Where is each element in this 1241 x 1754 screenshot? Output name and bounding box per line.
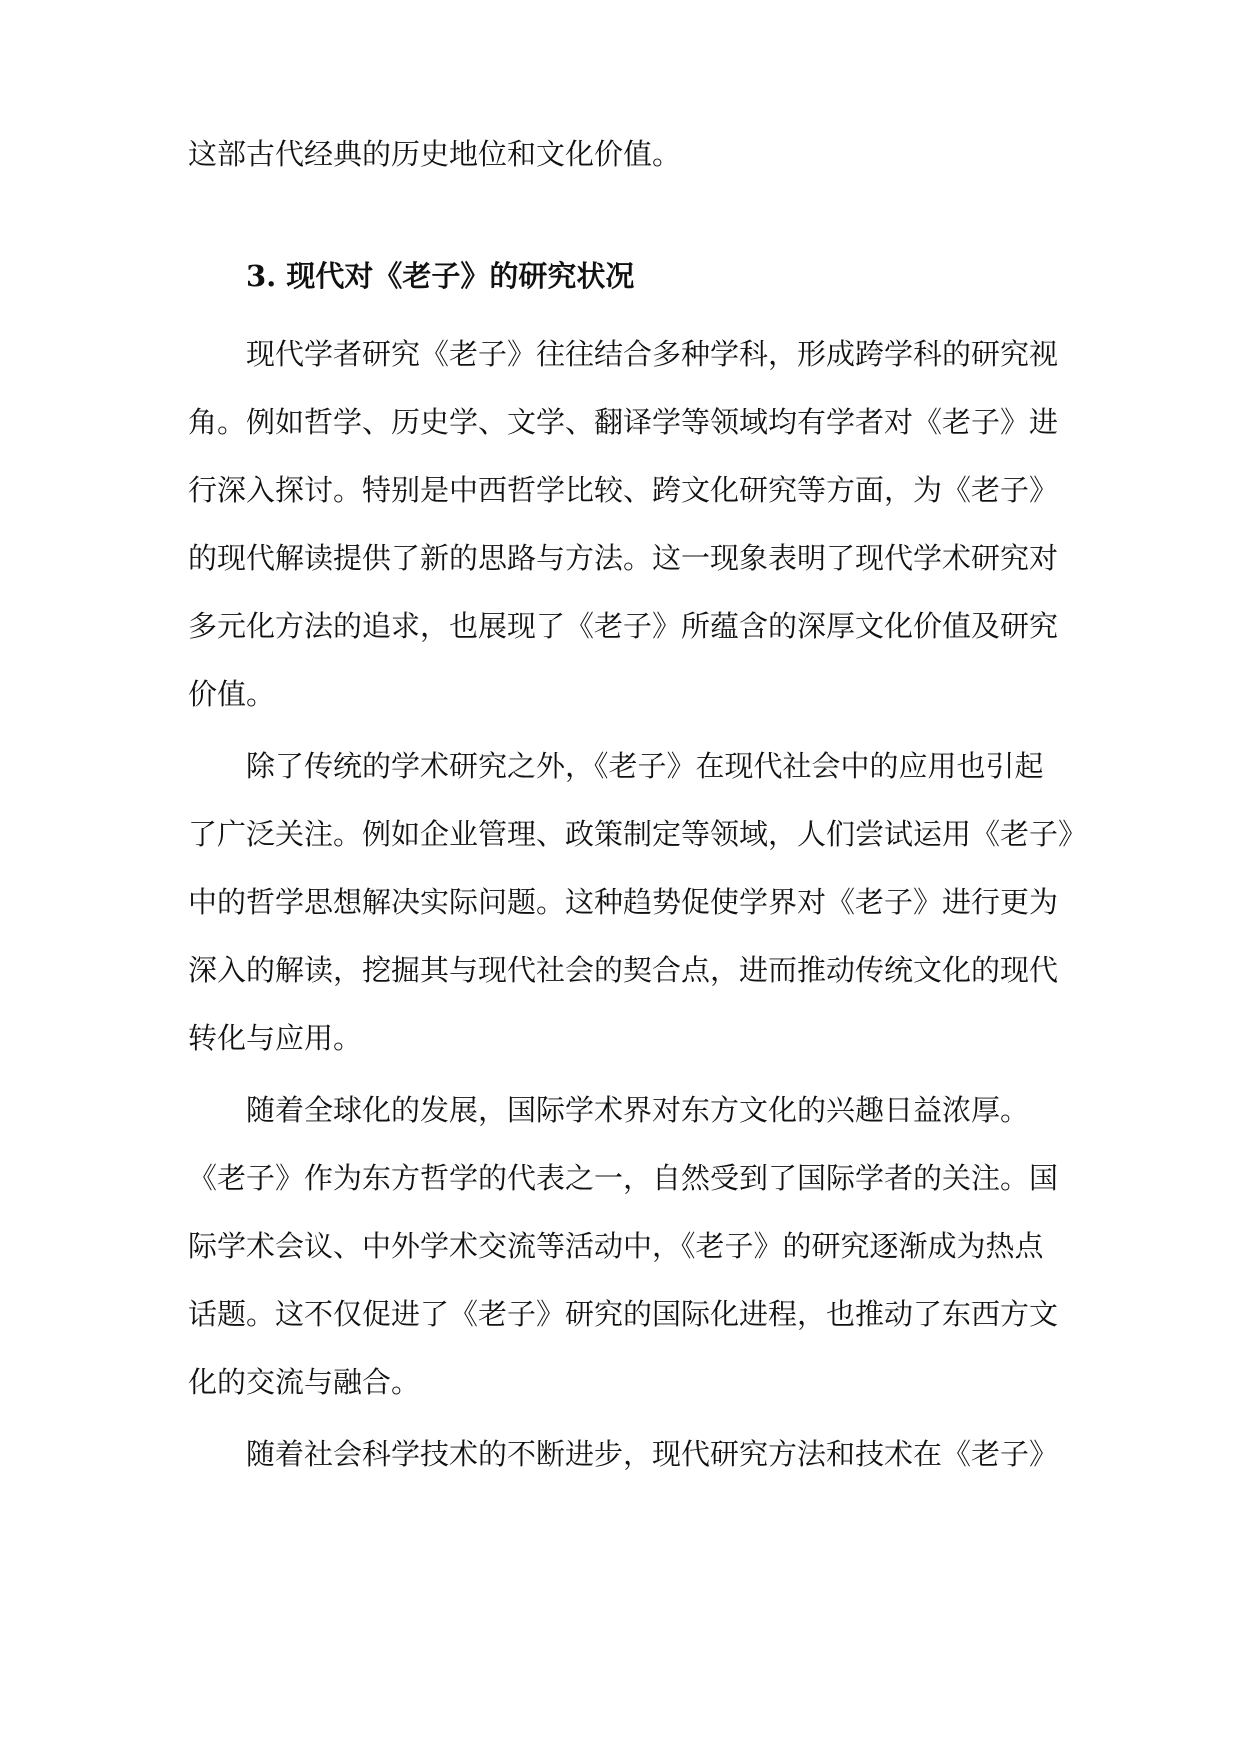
text-line [0, 124, 1241, 184]
text-line [0, 736, 1241, 796]
line-text: 随着全球化的发展，国际学术界对东方文化的兴趣日益浓厚。 [246, 1093, 1030, 1127]
text-line [0, 664, 1241, 724]
line-text: 化的交流与融合。 [188, 1365, 421, 1399]
section-heading [0, 246, 1241, 306]
text-line [0, 804, 1241, 864]
text-line [0, 1352, 1241, 1412]
line-text: 行深入探讨。特别是中西哲学比较、跨文化研究等方面，为《老子》 [188, 473, 1059, 507]
line-text: 价值。 [188, 677, 276, 711]
text-line [0, 1008, 1241, 1068]
text-line [0, 324, 1241, 384]
text-line [0, 1216, 1241, 1276]
text-line [0, 596, 1241, 656]
text-line [0, 1284, 1241, 1344]
line-text: 际学术会议、中外学术交流等活动中，《老子》的研究逐渐成为热点 [188, 1229, 1044, 1263]
line-text: 角。例如哲学、历史学、文学、翻译学等领域均有学者对《老子》进 [188, 405, 1059, 439]
line-text: 的现代解读提供了新的思路与方法。这一现象表明了现代学术研究对 [188, 541, 1059, 575]
text-line [0, 460, 1241, 520]
line-text: 深入的解读，挖掘其与现代社会的契合点，进而推动传统文化的现代 [188, 953, 1059, 987]
text-line [0, 872, 1241, 932]
text-line [0, 940, 1241, 1000]
line-text: 随着社会科学技术的不断进步，现代研究方法和技术在《老子》 [246, 1437, 1059, 1471]
line-text: 这部古代经典的历史地位和文化价值。 [188, 137, 682, 171]
text-line [0, 528, 1241, 588]
line-text: 《老子》作为东方哲学的代表之一，自然受到了国际学者的关注。国 [188, 1161, 1059, 1195]
line-text: 现代学者研究《老子》往往结合多种学科，形成跨学科的研究视 [246, 337, 1059, 371]
text-line [0, 1148, 1241, 1208]
heading-text: 3. 现代对《老子》的研究状况 [246, 259, 635, 293]
line-text: 转化与应用。 [188, 1021, 363, 1055]
line-text: 了广泛关注。例如企业管理、政策制定等领域，人们尝试运用《老子》 [188, 817, 1088, 851]
text-line [0, 1424, 1241, 1484]
line-text: 中的哲学思想解决实际问题。这种趋势促使学界对《老子》进行更为 [188, 885, 1059, 919]
line-text: 话题。这不仅促进了《老子》研究的国际化进程，也推动了东西方文 [188, 1297, 1059, 1331]
line-text: 多元化方法的追求，也展现了《老子》所蕴含的深厚文化价值及研究 [188, 609, 1059, 643]
text-line [0, 1080, 1241, 1140]
text-line [0, 392, 1241, 452]
line-text: 除了传统的学术研究之外，《老子》在现代社会中的应用也引起 [246, 749, 1044, 783]
